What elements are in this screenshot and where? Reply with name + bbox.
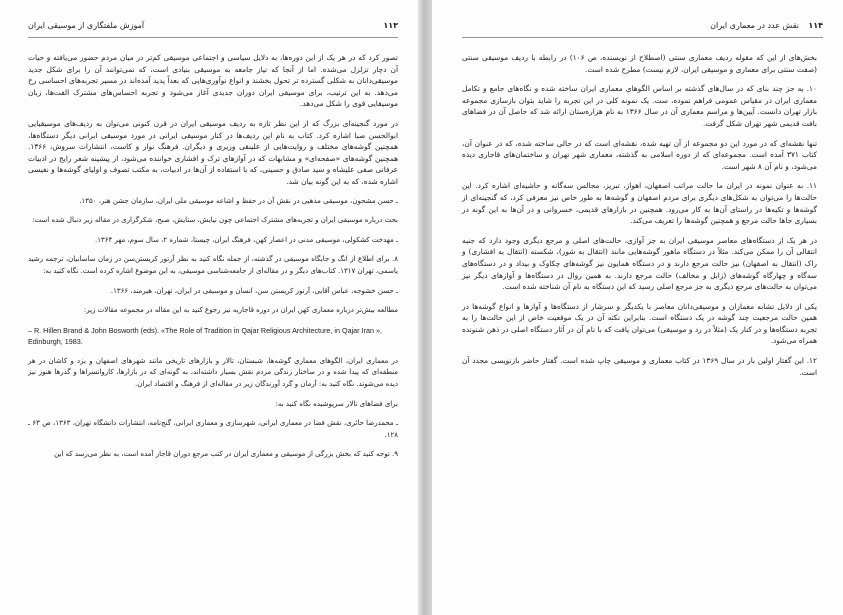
left-paragraph: تصور کرد که در هر یک از این دوره‌ها، به دلایل سیاسی و اجتماعی موسیقی کم‌تر در میان مردم حضور می‌یافته و حیات آن دچار تزلزل می‌شده. اما از آنجا که نیاز جامعه به موسیقی بنیادی است، که نمی‌توانند آن را برای شکل جدید موسیقی‌دانان به شکلی گسترده تر تحول بخشند و انواع نوآوری‌هایی که بعداً پدید آمده‌اند در مسیر تجربه‌های احساسی رخ می‌دهد. به این ترتیب، برای موسیقی ایران دوران جدیدی آغاز می‌شود و تجربه احساس‌های مشترک الفت‌ها، زبان موسیقایی قوی را شکل می‌دهد. [28, 53, 398, 109]
right-paragraph: تنها نقشه‌ای که در مورد این دو مجموعه از آن تهیه شده، نقشه‌ای است که در حالی ساخته شده، که در عنوان آن، کتاب ۳۷۱ آمده است. مجموعه‌ای که از دوره اسلامی به گذشته، معماری شهر تهران و ساختمان‌های قاجاری دیده می‌شود، و نام آن ۸ شهر است. [462, 138, 817, 171]
left-page [0, 0, 418, 615]
left-paragraph: در معماری ایران، الگوهای معماری گوشه‌ها، شبستان، تالار و بازارهای تاریخی مانند شهرهای اصفهان و یزد و کاشان در هر منطقه‌ای که پیدا شده و در ساختار زندگی مردم نقش بسیار داشته‌اند، به گونه‌ای که در بازارها، کاروانسراها و گذرها هنوز نیز دیده می‌شوند. نگاه کنید به: آرمان و گرد آورندگان زیر در مقاله‌ای از فرهنگ و اقتصاد ایران. [28, 356, 398, 389]
left-paragraph: ـ حسن مشحون، موسیقی مذهبی در نقش آن در حفظ و اشاعه موسیقی ملی ایران، سازمان جشن هنر، ۱۳۵۰. [79, 196, 398, 205]
left-running-title: آموزش ملفتگاری از موسیقی ایران [28, 21, 145, 30]
left-paragraph: ـ محمدرضا حائری، نقش فضا در معماری ایرانی، شهرسازی و معماری ایرانی، گنج‌نامه، انتشارات دانشگاه تهران، ۱۳۶۳، ص ۶۳ ـ ۱۲۸. [28, 419, 398, 439]
right-paragraph: بخش‌های از این که مقوله ردیف معماری سنتی (اصطلاح از نویسنده، ص ۱۰۶) در رابطه با ردیف موسیقی سنتی (صفت سنتی برای معماری و موسیقی ایران، لازم نیست) مطرح شده است. [462, 53, 817, 74]
right-paragraph: یکی از دلایل تشابه معماران و موسیقی‌دانان معاصر با یکدیگر و سرشار از دستگاه‌ها و آوازها و انواع گوشه‌ها در همین حالت مرجعیت چند گوشه در یک دستگاه است. بنابراین نکته آن در یک موقعیت خاص از این حالت‌ها را به تجربه دستگاه‌ها و در کنار یک (مثلاً در رد و موسیقی) می‌توان یافت که با نام آن در آثار دستگاه اصلی در ذهن شنونده همراه می‌شود. [462, 301, 817, 346]
right-page-header [462, 18, 823, 36]
right-paragraph: ۱۱. به عنوان نمونه در ایران ما حالت مراتب اصفهان، اهواز، تبریز، مجالس سه‌گانه و حاشیه‌ای اشاره کرد. این حالت‌ها را می‌توان به شکل‌های دیگری برای مردم اصفهان و گوشه‌ها به طور خاص نیز معرفی کرد، که گنجینه‌ای از گوشه‌ها و تکیه‌ها در راستای آن‌ها به کار می‌رود. همچنین در بازارهای قدیمی، خسروانی و در آن‌ها به این گونه در بسیاری جاها حالت مرجع و همچنین گوشه‌ها را تعریف می‌کند. [462, 181, 817, 226]
left-paragraph: مطالعه بیش‌تر درباره معماری کهن ایران در دوره قاجاریه نیز رجوع کنید به این مقاله در مجموعه مقالات زیر: [83, 306, 398, 315]
right-running-title: نقش عدد در معماری ایران [710, 21, 799, 30]
right-page [432, 0, 843, 615]
left-page-number: ۱۱۳ [383, 21, 398, 30]
left-latin-reference: – R. Hillen Brand & John Bosworth (eds). «The Role of Tradition in Qajar Religious Architecture, in Qajar Iran », Edinburgh, 1983. [28, 325, 382, 347]
right-page-body [462, 52, 817, 386]
left-page-header [28, 18, 398, 36]
left-paragraph: ـ حسن خشوجه، عباس آقایی، آرتور کریستن سن، انسان و موسیقی در ایران، تهران، هیرمند، ۱۳۶۶. [110, 286, 398, 295]
right-header-rule [462, 37, 823, 38]
right-paragraph: ۱۲. این گفتار اولین بار در سال ۱۳۶۹ در کتاب معماری و موسیقی چاپ شده است. گفتار حاضر بازنویسی مجدد آن است. [462, 356, 817, 377]
right-page-number: ۱۱۴ [808, 21, 823, 30]
right-paragraph: ۱۰. به جز چند بنای که در سال‌های گذشته بر اساس الگوهای معماری ایران ساخته شده و نگاه‌های جامع و تکامل معماری ایران در مقیاس عمومی فراهم نموده، ‌ست. یک نمونه کلی در این تجربه را شاید بتوان بازسازی مجموعه بازار تهران دانست. آیین‌ها و مراسم معماری آن در سال ۱۳۶۶ به نام هزاره‌ستان ارائه شد که حاصل آن در فضاهای بافت قدیمی شهر تهران شکل گرفت. [462, 84, 817, 128]
left-paragraph: ۹. توجه کنید که بخش بزرگی از موسیقی و معماری ایران در کتب مرجع دوران قاجار آمده است، به نظر می‌رسد که این [54, 450, 398, 459]
left-paragraph: بحث درباره موسیقی ایران و تجربه‌های مشترک اجتماعی چون نیایش، ستایش، صبح، شکرگزاری در مقاله زیر دنبال شده است: [32, 216, 398, 225]
book-gutter [418, 0, 432, 615]
left-header-rule [28, 37, 398, 38]
left-paragraph: برای فضاهای تالار سرپوشیده نگاه کنید به: [275, 399, 398, 408]
right-paragraph: در هر یک از دستگاه‌های معاصر موسیقی ایران به جز آوازی، حالت‌های اصلی و مرجع دیگری وجود دارد که جنبه انتقالی آن را ممکن می‌کند. مثلاً در دستگاه ماهور گوشه‌هایی مانند (انتقال به شور)، شکسته (انتقال به افشاری) و راک (انتقال به اصفهان) نیز حالت مرجع دارند و در دستگاه همایون نیز گوشه‌های چکاوک و بیداد و در دستگاه‌های سه‌گاه و چهارگاه گوشه‌های (زابل و مخالف) حالت مرجع دارند. به همین روال در دستگاه‌ها و آوازهای دیگر نیز می‌توان به حالت‌های مرجع دیگری به جز مرجع اصلی رسید که این دستگاه به نام آن شناخته شده است. [462, 235, 817, 292]
left-paragraph: ۸. برای اطلاع از انگ و جایگاه موسیقی در گذشته، از جمله نگاه کنید به نظر آرتور کریستن‌سن در زمان ساسانیان، ترجمه رشید یاسمی، تهران ۱۳۱۷. کتاب‌های دیگر و در مقاله‌ای از جامعه‌شناسی موسیقی، به این موضوع اشاره کرده است. نگاه کنید به: [28, 255, 398, 275]
left-paragraph: ـ مهدخت کشکولی، موسیقی مدنی در اعصار کهن، فرهنگ ایران، چیستا، شماره ۲، سال سوم، مهر ۱۳۶۴. [94, 235, 398, 244]
left-page-body [28, 52, 398, 469]
left-paragraph: در مورد گنجینه‌ای بزرگ که از این نظر تازه به ردیف موسیقی ایران در قرن کنونی می‌توان به ردیف‌های موسیقیایی ابوالحسن صبا اشاره کرد. کتاب به نام این ردیف‌ها در کنار موسیقی ایرانی در مورد موسیقی ایرانی دیگر دستگاه‌ها، همچنین گوشه‌های مختلف و روایت‌هایی از علینقی وزیری و دیگران. فرهنگ نوار و کاست، انتشارات سروش، ۱۳۶۶. همچنین گوشه‌های «صفحه‌ای» و مشابهات که در آوازهای ترک و افشاری خواننده می‌شود، از پیشینه شعر رایج در ادبیات عرفانی صفی علیشاه و سید صادق و حسینی، که با استفاده از آن‌ها در ادبیات، به مکتب تصوف و اولیای گوشه‌ها و نفیسی اشاره شده، که به این گونه بیان شد. [28, 118, 398, 186]
